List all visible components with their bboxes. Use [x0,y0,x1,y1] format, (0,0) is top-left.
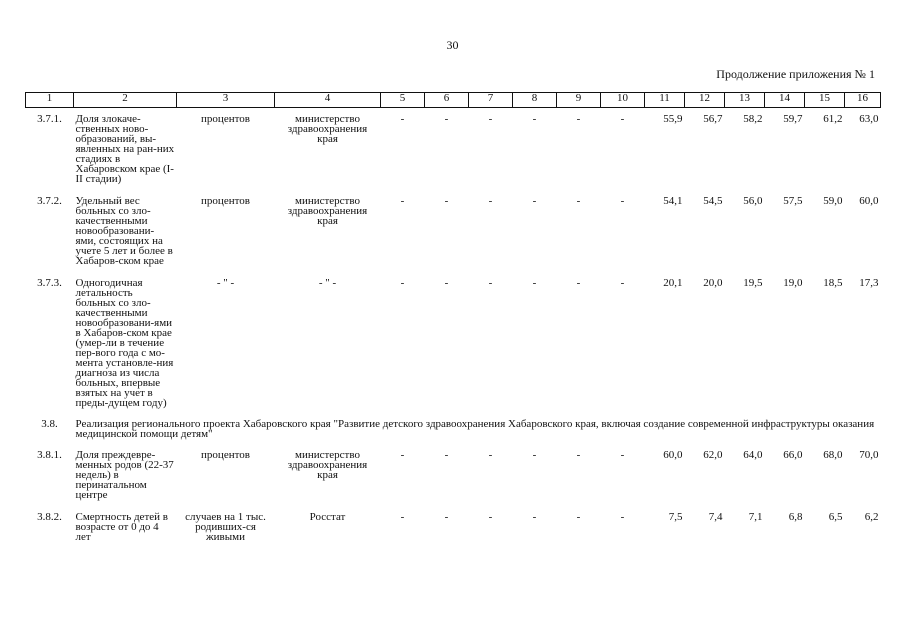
indicator-value: 66,0 [783,449,803,461]
indicator-value: 19,5 [743,277,763,289]
header-cell: 14 [765,93,805,108]
header-cell: 10 [601,93,645,108]
indicator-name: Доля злокаче-ственных ново-образований, вы-явленных на ран-них стадиях в Хабаровском крае (I-II стадии) [75,113,175,185]
indicator-number: 3.7.1. [37,113,62,125]
indicator-unit: случаев на 1 тыс. родивших-ся живыми [185,511,266,543]
indicator-value: - [620,195,625,207]
indicator-unit: процентов [201,113,250,125]
indicator-value: 62,0 [703,449,723,461]
indicator-executor: министерство здравоохранения края [287,113,368,145]
indicator-value: - [400,511,405,523]
indicator-executor: министерство здравоохранения края [287,195,368,227]
indicator-value: - [576,113,581,125]
indicator-value: - [400,195,405,207]
header-cell: 4 [275,93,381,108]
indicator-value: - [488,277,493,289]
table-row [26,444,881,506]
indicator-name: Смертность детей в возрасте от 0 до 4 лет [75,511,168,543]
indicator-number: 3.7.2. [37,195,62,207]
table-row [26,272,881,414]
indicator-value: 19,0 [783,277,803,289]
header-cell: 15 [805,93,845,108]
indicator-name: Удельный вес больных со зло-качественными новообразовани-ями, состоящих на учете 5 лет и более в Хабаров-ском крае [75,195,173,267]
indicator-value: 70,0 [859,449,879,461]
section-row [26,414,881,444]
indicator-value: 63,0 [859,113,879,125]
indicator-executor: Росстат [309,511,346,523]
indicator-value: - [488,113,493,125]
indicator-unit: - " - [216,277,235,289]
header-cell: 7 [469,93,513,108]
table-row [26,190,881,272]
indicator-value: 56,7 [703,113,723,125]
indicator-value: - [444,277,449,289]
header-cell: 5 [381,93,425,108]
indicator-value: - [532,511,537,523]
indicator-value: 55,9 [663,113,683,125]
indicator-value: 7,5 [668,511,683,523]
indicator-value: - [532,277,537,289]
indicator-value: - [532,449,537,461]
indicator-value: - [532,195,537,207]
indicator-value: 56,0 [743,195,763,207]
indicator-value: - [620,449,625,461]
indicator-value: - [620,511,625,523]
indicator-value: 59,7 [783,113,803,125]
indicator-value: 7,4 [708,511,723,523]
table-body [26,108,881,549]
indicator-value: 7,1 [748,511,763,523]
table-row [26,108,881,191]
indicator-value: - [488,511,493,523]
indicator-value: - [444,511,449,523]
section-number: 3.8. [41,418,58,430]
indicator-executor: - " - [318,277,337,289]
indicator-value: - [620,113,625,125]
table-row [26,506,881,548]
header-cell: 12 [685,93,725,108]
page-number: 30 [446,38,459,52]
indicator-value: 64,0 [743,449,763,461]
indicator-value: - [620,277,625,289]
indicator-value: 20,1 [663,277,683,289]
indicator-value: - [400,113,405,125]
indicator-value: - [488,449,493,461]
table-header-row [26,93,881,108]
indicator-value: 54,1 [663,195,683,207]
indicator-value: 54,5 [703,195,723,207]
indicator-value: 6,5 [828,511,843,523]
indicator-unit: процентов [201,449,250,461]
indicator-number: 3.8.2. [37,511,62,523]
indicator-value: - [532,113,537,125]
indicators-table [25,92,881,548]
indicator-value: 60,0 [663,449,683,461]
indicator-value: 6,8 [788,511,803,523]
indicator-value: 58,2 [743,113,763,125]
indicator-value: - [576,195,581,207]
indicator-value: - [444,113,449,125]
indicator-value: - [400,449,405,461]
indicator-executor: министерство здравоохранения края [287,449,368,481]
continuation-note: Продолжение приложения № 1 [716,67,875,81]
indicator-value: 60,0 [859,195,879,207]
indicator-value: 57,5 [783,195,803,207]
indicator-value: - [576,277,581,289]
header-cell: 16 [845,93,881,108]
indicator-value: 18,5 [823,277,843,289]
indicator-value: - [576,449,581,461]
header-cell: 13 [725,93,765,108]
indicator-unit: процентов [201,195,250,207]
header-cell: 8 [513,93,557,108]
indicator-value: - [444,195,449,207]
section-title: Реализация регионального проекта Хабаровского края "Развитие детского здравоохранения Хабаровского края, включая создание современной инфраструктуры оказания медицинской помощи детям" [75,418,875,440]
header-cell: 11 [645,93,685,108]
indicator-value: - [444,449,449,461]
indicator-number: 3.8.1. [37,449,62,461]
indicator-value: 68,0 [823,449,843,461]
indicator-value: 61,2 [823,113,843,125]
indicator-name: Одногодичная летальность больных со зло-качественными новообразовани-ями в Хабаров-ском крае (умер-ли в течение пер-вого года с мо-мента установле-ния диагноза из числа больных, впервые взятых на учет в преды-дущем году) [75,277,174,409]
header-cell: 1 [26,93,74,108]
indicator-value: 17,3 [859,277,879,289]
indicator-value: - [576,511,581,523]
indicator-value: 6,2 [864,511,879,523]
header-cell: 2 [74,93,177,108]
indicator-number: 3.7.3. [37,277,62,289]
header-cell: 3 [177,93,275,108]
indicator-value: - [400,277,405,289]
indicator-value: 20,0 [703,277,723,289]
header-cell: 6 [425,93,469,108]
indicator-value: - [488,195,493,207]
indicator-name: Доля преждевре-менных родов (22-37 недель) в перинатальном центре [75,449,174,501]
header-cell: 9 [557,93,601,108]
indicator-value: 59,0 [823,195,843,207]
